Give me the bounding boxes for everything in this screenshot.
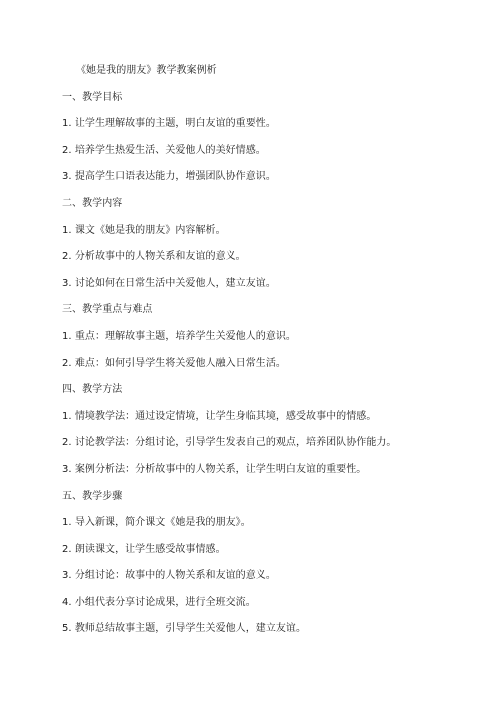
list-item: 1. 课文《她是我的朋友》内容解析。 bbox=[62, 224, 226, 236]
section-heading-objectives: 一、教学目标 bbox=[62, 91, 123, 103]
list-item: 2. 朗读课文，让学生感受故事情感。 bbox=[62, 543, 226, 555]
list-item: 1. 情境教学法：通过设定情境，让学生身临其境，感受故事中的情感。 bbox=[62, 410, 377, 422]
section-heading-key-points: 三、教学重点与难点 bbox=[62, 304, 153, 316]
list-item: 5. 教师总结故事主题，引导学生关爱他人，建立友谊。 bbox=[62, 623, 307, 635]
list-item: 1. 重点：理解故事主题，培养学生关爱他人的意识。 bbox=[62, 330, 296, 342]
list-item: 2. 分析故事中的人物关系和友谊的意义。 bbox=[62, 251, 246, 263]
section-heading-methods: 四、教学方法 bbox=[62, 384, 123, 396]
list-item: 3. 案例分析法：分析故事中的人物关系，让学生明白友谊的重要性。 bbox=[62, 463, 367, 475]
document-body bbox=[62, 64, 482, 649]
document-title: 《她是我的朋友》教学教案例析 bbox=[76, 65, 217, 76]
list-item: 1. 让学生理解故事的主题，明白友谊的重要性。 bbox=[62, 118, 276, 130]
section-heading-content: 二、教学内容 bbox=[62, 197, 123, 209]
list-item: 3. 讨论如何在日常生活中关爱他人，建立友谊。 bbox=[62, 277, 276, 289]
list-item: 2. 培养学生热爱生活、关爱他人的美好情感。 bbox=[62, 144, 266, 156]
list-item: 3. 提高学生口语表达能力，增强团队协作意识。 bbox=[62, 171, 276, 183]
list-item: 4. 小组代表分享讨论成果，进行全班交流。 bbox=[62, 596, 256, 608]
list-item: 1. 导入新课，简介课文《她是我的朋友》。 bbox=[62, 517, 251, 529]
section-heading-steps: 五、教学步骤 bbox=[62, 490, 123, 502]
list-item: 2. 难点：如何引导学生将关爱他人融入日常生活。 bbox=[62, 357, 286, 369]
list-item: 3. 分组讨论：故事中的人物关系和友谊的意义。 bbox=[62, 570, 276, 582]
list-item: 2. 讨论教学法：分组讨论，引导学生发表自己的观点，培养团队协作能力。 bbox=[62, 437, 397, 449]
